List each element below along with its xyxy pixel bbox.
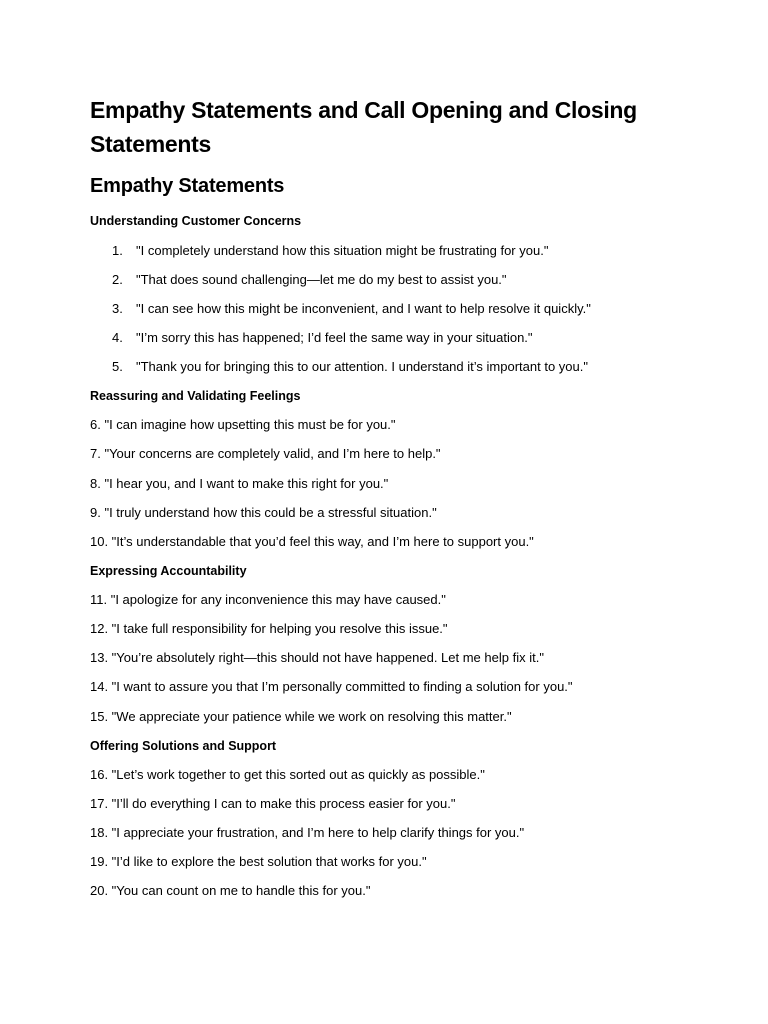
list-item-text: 8. "I hear you, and I want to make this right for you." <box>90 476 389 491</box>
document-title-line-2: Statements <box>90 131 211 157</box>
list-item <box>90 358 588 376</box>
group-heading: Offering Solutions and Support <box>90 739 277 753</box>
list-item <box>90 678 573 696</box>
list-item-text: 15. "We appreciate your patience while we work on resolving this matter." <box>90 709 512 724</box>
list-item <box>90 649 544 667</box>
list-item <box>90 591 446 609</box>
group-heading: Understanding Customer Concerns <box>90 214 302 228</box>
list-item-text: 20. "You can count on me to handle this for you." <box>90 883 371 898</box>
list-item-number: 4. <box>112 330 123 345</box>
list-item <box>90 882 371 900</box>
list-item-text: "I’m sorry this has happened; I’d feel the same way in your situation." <box>136 330 533 345</box>
list-item-text: 14. "I want to assure you that I’m personally committed to finding a solution for you." <box>90 679 573 694</box>
list-item <box>90 445 441 463</box>
list-item-number: 5. <box>112 359 123 374</box>
list-item-text: 19. "I’d like to explore the best solution that works for you." <box>90 854 427 869</box>
list-item-text: 18. "I appreciate your frustration, and I’m here to help clarify things for you." <box>90 825 525 840</box>
list-item-text: "That does sound challenging—let me do my best to assist you." <box>136 272 507 287</box>
list-item <box>90 416 396 434</box>
list-item-number: 1. <box>112 243 123 258</box>
list-item <box>90 300 591 318</box>
list-item-text: 13. "You’re absolutely right—this should not have happened. Let me help fix it." <box>90 650 544 665</box>
group-heading-3 <box>90 562 247 580</box>
list-item-text: 17. "I’ll do everything I can to make this process easier for you." <box>90 796 456 811</box>
list-item <box>90 533 534 551</box>
document-title <box>90 93 690 161</box>
list-item <box>90 620 448 638</box>
list-item <box>90 708 512 726</box>
section-title-wrap <box>90 172 284 200</box>
list-item <box>90 271 507 289</box>
list-item-number: 3. <box>112 301 123 316</box>
group-heading: Reassuring and Validating Feelings <box>90 389 301 403</box>
list-item-text: "I completely understand how this situation might be frustrating for you." <box>136 243 549 258</box>
group-heading-2 <box>90 387 300 405</box>
list-item <box>90 853 427 871</box>
group-heading: Expressing Accountability <box>90 564 247 578</box>
group-heading-1 <box>90 212 301 230</box>
list-item <box>90 242 548 260</box>
list-item <box>90 824 524 842</box>
list-item-text: 16. "Let’s work together to get this sorted out as quickly as possible." <box>90 767 485 782</box>
group-heading-4 <box>90 737 276 755</box>
list-item-text: 7. "Your concerns are completely valid, and I’m here to help." <box>90 446 441 461</box>
list-item-text: 11. "I apologize for any inconvenience this may have caused." <box>90 592 446 607</box>
list-item-text: 10. "It’s understandable that you’d feel this way, and I’m here to support you." <box>90 534 534 549</box>
list-item <box>90 504 437 522</box>
section-title: Empathy Statements <box>90 175 285 197</box>
list-item-text: 9. "I truly understand how this could be a stressful situation." <box>90 505 437 520</box>
list-item-text: 6. "I can imagine how upsetting this must be for you." <box>90 417 396 432</box>
document-title-line-1: Empathy Statements and Call Opening and Closing <box>90 97 637 123</box>
list-item-text: "Thank you for bringing this to our attention. I understand it’s important to you." <box>136 359 588 374</box>
list-item-text: "I can see how this might be inconvenient, and I want to help resolve it quickly." <box>136 301 591 316</box>
list-item-text: 12. "I take full responsibility for helping you resolve this issue." <box>90 621 448 636</box>
list-item <box>90 475 388 493</box>
list-item <box>90 329 533 347</box>
list-item-number: 2. <box>112 272 123 287</box>
list-item <box>90 795 455 813</box>
list-item <box>90 766 485 784</box>
